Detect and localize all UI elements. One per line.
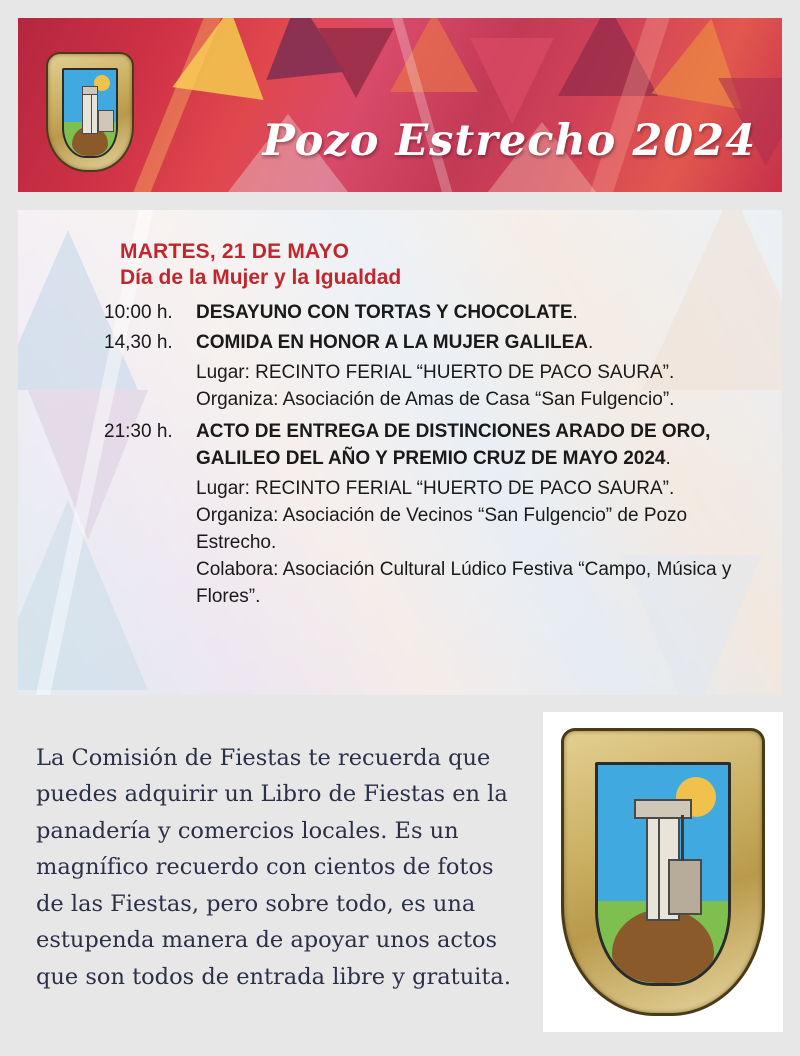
entry-detail: Lugar: RECINTO FERIAL “HUERTO DE PACO SAURA”.: [196, 477, 675, 499]
entry-title-suffix: .: [665, 447, 671, 469]
programme-panel: [18, 210, 782, 695]
entry-detail: Lugar: RECINTO FERIAL “HUERTO DE PACO SAURA”.: [196, 361, 675, 383]
entry-title: COMIDA EN HONOR A LA MUJER GALILEA: [196, 331, 588, 353]
entry-detail: Organiza: Asociación de Vecinos “San Fulgencio” de Pozo Estrecho.: [196, 504, 688, 553]
header-banner: [18, 18, 782, 192]
crest-well-bucket: [668, 859, 702, 915]
programme-day-title: MARTES, 21 DE MAYO: [120, 240, 350, 263]
crest-well-bucket: [98, 110, 114, 132]
crest-well-lintel: [82, 86, 98, 95]
footer-crest-container: [543, 712, 783, 1032]
town-crest-icon: [561, 728, 765, 1016]
entry-time: 10:00 h.: [104, 302, 173, 323]
crest-field: [62, 68, 118, 158]
decorative-triangle: [318, 28, 394, 98]
banner-title: Pozo Estrecho 2024: [262, 116, 756, 166]
crest-well-rope: [681, 815, 684, 861]
entry-time: 14,30 h.: [104, 331, 173, 353]
entry-body: [196, 330, 758, 357]
programme-entry: [104, 330, 758, 357]
entry-title-suffix: .: [572, 302, 578, 323]
programme-day-subtitle: Día de la Mujer y la Igualdad: [120, 266, 402, 289]
entry-time: 21:30 h.: [104, 420, 173, 442]
crest-well: [82, 90, 92, 134]
entry-body: [196, 419, 758, 473]
programme-content: [104, 240, 758, 611]
entry-title: ACTO DE ENTREGA DE DISTINCIONES ARADO DE ORO, GALILEO DEL AÑO Y PREMIO CRUZ DE MAYO 2024: [196, 420, 711, 469]
town-crest-icon: [46, 52, 134, 172]
crest-field: [595, 762, 731, 986]
programme-entry: [104, 419, 758, 473]
entry-detail: Colabora: Asociación Cultural Lúdico Festiva “Campo, Música y Flores”.: [196, 558, 732, 607]
entry-title-suffix: .: [587, 331, 594, 353]
programme-entry: [104, 300, 758, 327]
entry-body: [196, 300, 758, 327]
entry-detail: Organiza: Asociación de Amas de Casa “San Fulgencio”.: [196, 388, 675, 410]
decorative-triangle: [470, 38, 554, 124]
footer-note: La Comisión de Fiestas te recuerda que puedes adquirir un Libro de Fiestas en la panadería y comercios locales. Es un magnífico recuerdo con cientos de fotos de las Fiestas, pero sobre todo, es una estupenda manera de apoyar unos actos que son todos de entrada libre y gratuita.: [36, 745, 511, 990]
entry-title: DESAYUNO CON TORTAS Y CHOCOLATE: [196, 302, 573, 323]
